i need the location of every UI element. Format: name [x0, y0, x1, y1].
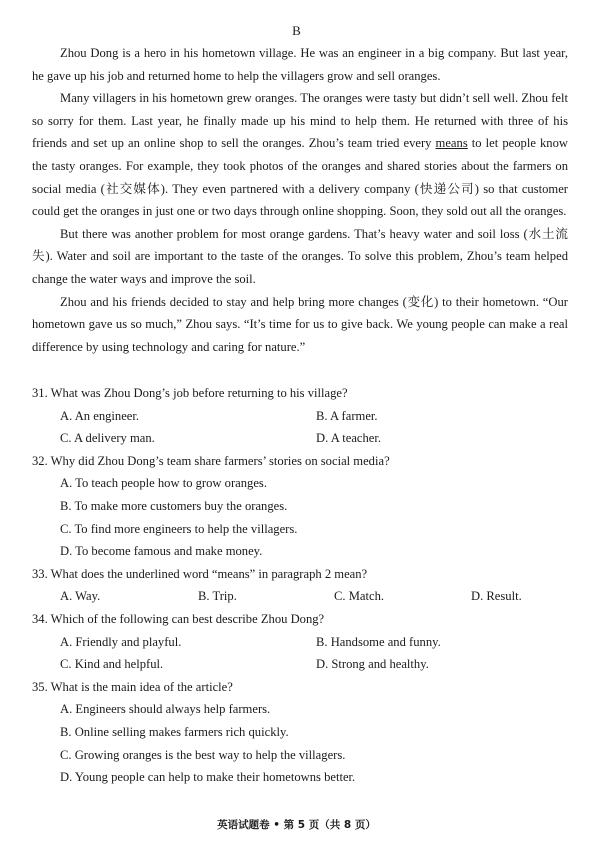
option-b: B. Online selling makes farmers rich quickly.: [60, 724, 289, 739]
question-32: [32, 450, 572, 563]
paragraph-2-part-2: to let people know the tasty oranges. For example, they took photos of the oranges and shared stories about the farmers on social media (社交媒体). They even partnered with a delivery company (快递公司) so that customer could get the oranges in just one or two days through online shopping. Soon, they sold out all the oranges.: [32, 136, 568, 219]
option-d: D. A teacher.: [316, 431, 382, 446]
option-d: D. Result.: [471, 589, 522, 604]
option-c: C. Growing oranges is the best way to help the villagers.: [60, 747, 346, 762]
paragraph-2-part-1: Many villagers in his hometown grew oranges. The oranges were tasty but didn’t sell well. Zhou felt so sorry for them. Last year, he finally made up his mind to help them. He returned with three of his friends and set up an online shop to sell the oranges. Zhou’s team tried every: [32, 91, 568, 151]
paragraph-4: Zhou and his friends decided to stay and help bring more changes (变化) to their hometown. “Our hometown gave us so much,” Zhou says. “It’s time for us to give back. We young people can make a real difference by using technology and caring for nature.”: [32, 294, 568, 354]
option-d: D. Young people can help to make their hometowns better.: [60, 770, 356, 785]
option-d: D. To become famous and make money.: [60, 544, 263, 559]
page-footer: 英语试题卷 • 第 5 页（共 8 页）: [217, 819, 376, 831]
option-c: C. Kind and helpful.: [60, 657, 164, 672]
question-list: [32, 382, 572, 789]
option-a: A. Way.: [60, 589, 101, 604]
question-stem: 33. What does the underlined word “means” in paragraph 2 mean?: [32, 566, 368, 581]
paragraph-1: Zhou Dong is a hero in his hometown village. He was an engineer in a big company. But last year, he gave up his job and returned home to help the villagers grow and sell oranges.: [32, 46, 568, 83]
underlined-word: means: [435, 136, 468, 151]
question-stem: 34. Which of the following can best describe Zhou Dong?: [32, 611, 325, 626]
paragraph-3: But there was another problem for most orange gardens. That’s heavy water and soil loss (水土流失). Water and soil are important to the taste of the oranges. To solve this problem, Zhou’s team helped change the water ways and improve the soil.: [32, 226, 568, 286]
question-34: [32, 608, 572, 676]
question-35: [32, 676, 572, 789]
option-d: D. Strong and healthy.: [316, 657, 429, 672]
option-a: A. Friendly and playful.: [60, 634, 182, 649]
option-a: A. To teach people how to grow oranges.: [60, 476, 267, 491]
reading-passage: [32, 42, 568, 358]
question-stem: 32. Why did Zhou Dong’s team share farmers’ stories on social media?: [32, 453, 390, 468]
option-a: A. Engineers should always help farmers.: [60, 702, 271, 717]
option-c: C. Match.: [334, 589, 385, 604]
option-b: B. Handsome and funny.: [316, 634, 441, 649]
question-stem: 35. What is the main idea of the article?: [32, 679, 233, 694]
option-a: A. An engineer.: [60, 408, 140, 423]
section-heading: B: [292, 23, 301, 38]
paragraph-2: [32, 87, 568, 223]
option-b: B. To make more customers buy the oranges.: [60, 498, 288, 513]
question-33: [32, 563, 572, 608]
option-b: B. Trip.: [198, 589, 237, 604]
option-c: C. A delivery man.: [60, 431, 155, 446]
option-c: C. To find more engineers to help the villagers.: [60, 521, 298, 536]
question-stem: 31. What was Zhou Dong’s job before returning to his village?: [32, 386, 348, 400]
question-31: [32, 382, 572, 450]
option-b: B. A farmer.: [316, 408, 378, 423]
